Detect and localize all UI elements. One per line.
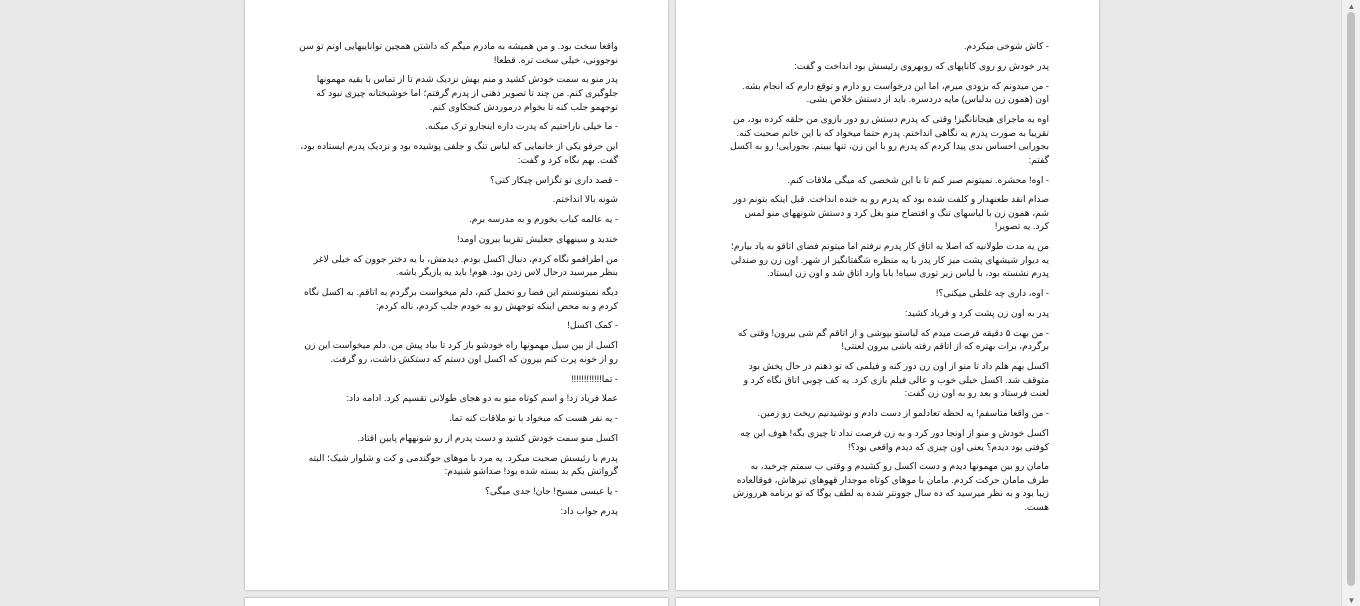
paragraph-right: - من میدونم که بزودی میرم، اما این درخواست رو دارم و توقع دارم که انجام بشه. اون (همون زن بدلباس) مایه دردسره. باید از دستش خلاص بشی.: [742, 80, 1049, 105]
paragraph-right: اکسل بهم هلم داد تا منو از اون زن دور کنه و فیلمی که تو ذهنم در حال پخش بود متوقف شد. اکسل خیلی خوب و عالی فیلم بازی کرد. یه کف چوبی اتاق نگاه کرد و لعنت فرستاد و بعد رو به اون زن گفت:: [743, 361, 1049, 399]
paragraph-left: - یا عیسی مسیح! جان! جدی میگی؟: [485, 486, 618, 497]
scroll-down-arrow-icon[interactable]: ▼: [1347, 595, 1356, 605]
paragraph-left: واقعا سخت بود. و من همیشه به مادرم میگم که داشتن همچین تواناییهایی اونم تو سن نوجوونی، خیلی سخت تره. قطعا!: [299, 41, 618, 65]
paragraph-right: - اوه! محشره. نمیتونم صبر کنم تا با این شخصی که میگی ملاقات کنم.: [787, 174, 1049, 185]
paragraph-right: مامان رو بین مهمونها دیدم و دست اکسل رو کشیدم و وقتی ب سمتم چرخید، به طرف مامان حرکت کردم. مامان با موهای کوتاه موجدار قهوهای تیرهاش، فوقالعاده زیبا بود و به نظر میرسید که ده سال جوونتر شده به لطف یوگا که تو برنامه هرروزش هست.: [732, 461, 1049, 513]
paragraph-left: دیگه نمیتونستم این فضا رو تحمل کنم، دلم میخواست برگردم به اتاقم. به اکسل نگاه کردم و به محض اینکه توجهش رو به خودم جلب کردم، ناله کردم:: [303, 287, 618, 311]
paragraph-left: - کمک اکسل!: [567, 320, 618, 331]
scroll-up-arrow-icon[interactable]: ▲: [1347, 1, 1356, 11]
document-page-right: [676, 0, 1099, 590]
paragraph-left: عملا فریاد زد! و اسم کوتاه منو به دو هجای طولانی تقسیم کرد. ادامه داد:: [346, 393, 618, 404]
paragraph-right: - من واقعا متاسفم! یه لحظه تعادلمو از دست دادم و نوشیدنیم ریخت رو زمین.: [757, 408, 1049, 419]
paragraph-left: - یه عالمه کباب بخورم و به مدرسه برم.: [469, 214, 618, 225]
page-text-left: [297, 40, 618, 525]
paragraph-right: - من بهت ۵ دقیقه فرصت میدم که لباستو بپوشی و از اتاقم گم شی بیرون! وقتی که برگردم، برات بهتره که از اتاقم رفته باشی بیرون لعنتی!: [737, 327, 1049, 352]
paragraph-left: اکسل منو سمت خودش کشید و دست پدرم از رو شونههام پایین افتاد.: [357, 432, 618, 443]
paragraph-left: پدرم جواب داد:: [560, 505, 618, 516]
next-page-right-edge: [676, 598, 1099, 606]
document-page-left: [245, 0, 668, 590]
paragraph-left: - قصد داری تو تگزاس چیکار کنی؟: [489, 174, 618, 185]
paragraph-right: صدام انقد طعنهدار و کلفت شده بود که پدرم رو به خنده انداخت. قبل اینکه بتونم دور شم، همون زن با لباسهای تنگ و افتضاح منو بغل کرد و دستش شونههای منو لمس کرد. یه تصویر!: [733, 194, 1049, 232]
paragraph-right: - کاش شوخی میکردم.: [963, 41, 1049, 51]
paragraph-left: پدر منو به سمت خودش کشید و منم بهش نزدیک شدم تا از تماس با بقیه مهمونها جلوگیری کنم. من چند تا تصویر ذهنی از پدرم گرفتم؛ اما خوشبختانه چیزی نبود که توجهمو جلب کنه تا بخوام درموردش کنجکاوی کنم.: [316, 74, 618, 112]
paragraph-left: اکسل از بین سیل مهمونها راه خودشو باز کرد تا بیاد پیش من. دلم میخواست این زن رو از خونه پرت کنم بیرون که اکسل اون دستم که دستکش داشت، رو گرفت.: [304, 340, 618, 364]
paragraph-right: من یه مدت طولانیه که اصلا به اتاق کار پدرم نرفتم اما میتونم فضای اتاقو به یاد بیارم؛ یه دیوار شیشهای پشت میز کار پدر با یه منظره شگفتانگیز از شهر. اون زن رو صندلی پدرم نشسته بود، با لباس زیر توری سیاه! بابا وارد اتاق شد و اون زن ایستاد.: [730, 241, 1049, 279]
paragraph-right: - اوه، داری چه غلطی میکنی؟!: [935, 288, 1049, 299]
paragraph-left: من اطرافمو نگاه کردم، دنبال اکسل بودم. دیدمش، با یه دختر جوون که خیلی لاغر بنظر میرسید درحال لاس زدن بود. هوم! باید یه بازیگر باشه.: [313, 253, 618, 278]
paragraph-right: پدر به اون زن پشت کرد و فریاد کشید:: [904, 308, 1049, 318]
paragraph-left: خندید و سینههای جعلیش تقریبا بیرون اومد!: [456, 233, 618, 244]
paragraph-left: - ما خیلی ناراحتیم که پدرت داره اینجارو ترک میکنه.: [425, 121, 618, 132]
paragraph-left: شونه بالا انداختم.: [552, 194, 618, 205]
paragraph-left: - تما!!!!!!!!!!!!: [571, 373, 618, 384]
paragraph-left: - یه نفر هست که میخواد با تو ملاقات کنه تما.: [449, 413, 618, 424]
next-page-left-edge: [245, 598, 668, 606]
page-text-right: [728, 40, 1049, 521]
paragraph-right: پدر خودش رو روی کاناپهای که روبهروی رئیسش بود انداخت و گفت:: [794, 60, 1049, 71]
paragraph-left: این حرفو یکی از خانمایی که لباس تنگ و جلفی پوشیده بود و نزدیک پدرم ایستاده بود، گفت. بهم نگاه کرد و گفت:: [300, 141, 618, 165]
scrollbar-thumb[interactable]: [1347, 12, 1355, 586]
paragraph-left: پدرم با رئیسش صحبت میکرد. یه مرد با موهای جوگندمی و کت و شلوار شیک؛ البته گرواتش یکم بد بسته شده بود! صداشو شنیدم:: [308, 452, 618, 477]
paragraph-right: اکسل خودش و منو از اونجا دور کرد و به زن فرصت نداد تا چیزی بگه! هوف این چه کوفتی بود دیدم؟ یعنی اون چیزی که دیدم واقعی بود؟!: [740, 427, 1049, 452]
paragraph-right: اوه یه ماجرای هیجانانگیز! وقتی که پدرم دستش رو دور بازوی من حلقه کرده بود، من تقریبا به صورت پدرم یه نگاهی انداختم. پدرم حتما میخواد که با این خانم صحبت کنه. بجورایی احساس بدی پیدا کردم که پدرم رو با این زن، تنها ببینم. بجورایی! رو به اکسل گفتم:: [730, 113, 1049, 165]
vertical-scrollbar[interactable]: [1341, 0, 1360, 606]
